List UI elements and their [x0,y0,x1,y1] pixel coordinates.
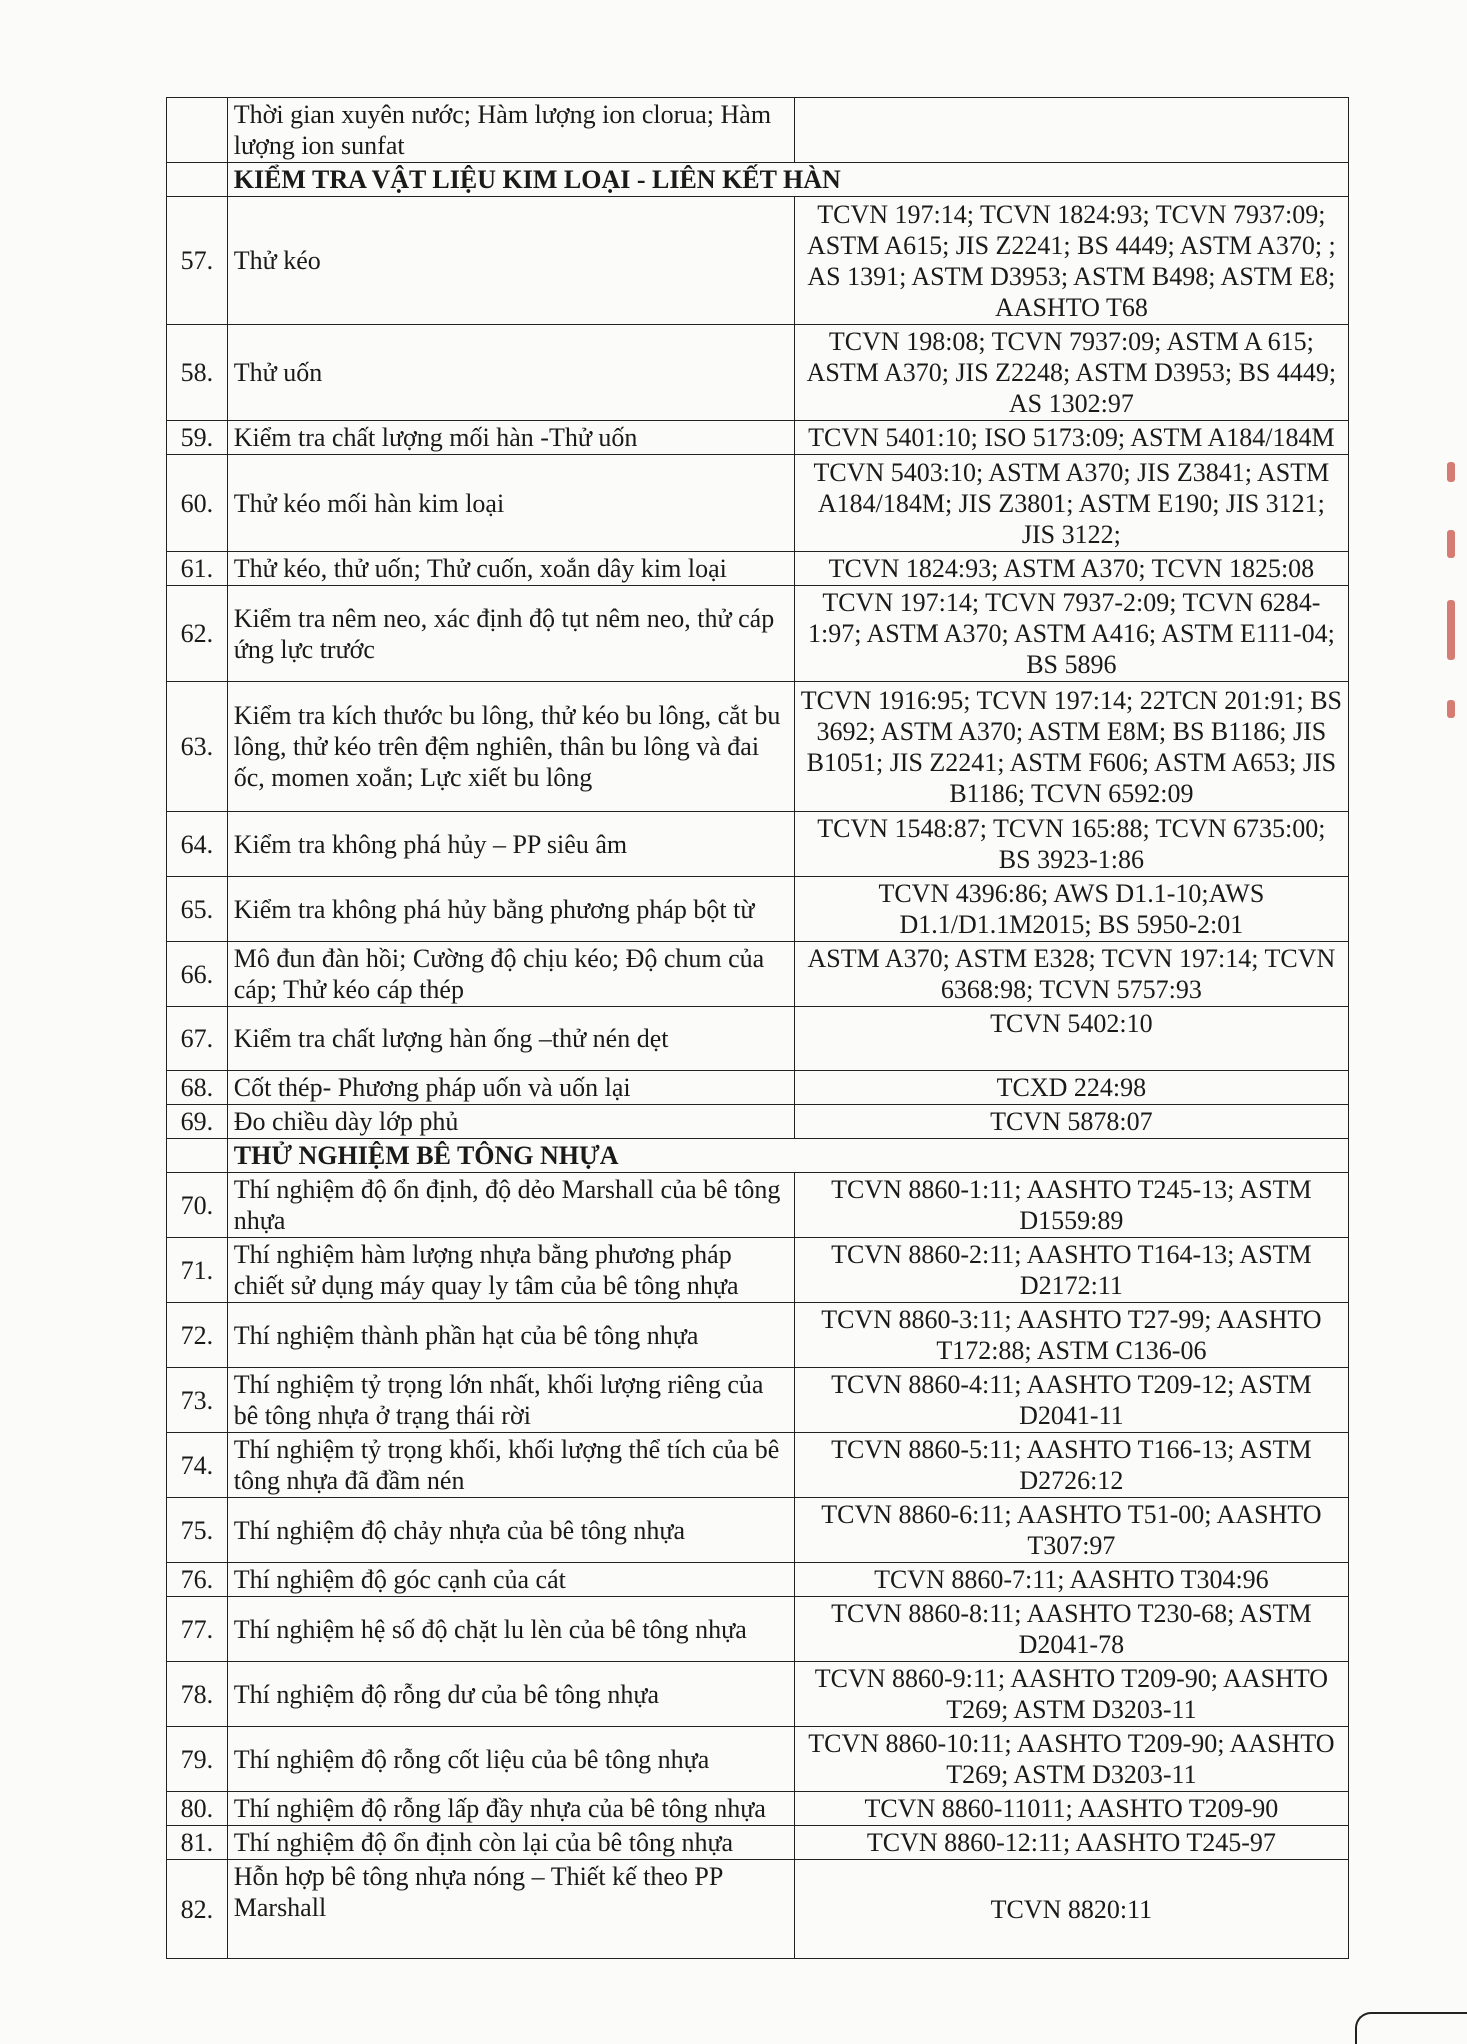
test-name: Thời gian xuyên nước; Hàm lượng ion clorua; Hàm lượng ion sunfat [227,98,794,163]
row-number: 70. [167,1173,228,1238]
table-body [167,98,1349,1959]
section-title: KIỂM TRA VẬT LIỆU KIM LOẠI - LIÊN KẾT HÀN [227,163,1348,197]
table-row [167,98,1349,163]
standard-codes: TCVN 198:08; TCVN 7937:09; ASTM A 615; ASTM A370; JIS Z2248; ASTM D3953; BS 4449; AS 1302:97 [794,325,1348,421]
table-row [167,812,1349,877]
section-title: THỬ NGHIỆM BÊ TÔNG NHỰA [227,1139,1348,1173]
row-number: 79. [167,1727,228,1792]
row-number: 80. [167,1792,228,1826]
standard-codes: TCVN 8860-8:11; AASHTO T230-68; ASTM D2041-78 [794,1597,1348,1662]
table-row [167,197,1349,325]
standard-codes: TCVN 8860-11011; AASHTO T209-90 [794,1792,1348,1826]
row-number: 82. [167,1860,228,1959]
standard-codes: TCVN 8860-3:11; AASHTO T27-99; AASHTO T172:88; ASTM C136-06 [794,1303,1348,1368]
standard-codes: TCVN 8860-12:11; AASHTO T245-97 [794,1826,1348,1860]
test-name: Thử kéo [227,197,794,325]
test-name: Cốt thép- Phương pháp uốn và uốn lại [227,1071,794,1105]
test-name: Kiểm tra chất lượng mối hàn -Thử uốn [227,421,794,455]
standards-table [166,97,1349,1959]
standard-codes: TCVN 197:14; TCVN 1824:93; TCVN 7937:09; ASTM A615; JIS Z2241; BS 4449; ASTM A370; ; AS 1391; ASTM D3953; ASTM B498; ASTM E8; AASHTO T68 [794,197,1348,325]
standard-codes: TCVN 8860-1:11; AASHTO T245-13; ASTM D1559:89 [794,1173,1348,1238]
test-name: Thí nghiệm độ rỗng dư của bê tông nhựa [227,1662,794,1727]
table-row [167,1860,1349,1959]
table-row [167,1071,1349,1105]
margin-stamp-mark [1447,462,1455,482]
row-number: 60. [167,455,228,552]
standard-codes: TCVN 8860-4:11; AASHTO T209-12; ASTM D2041-11 [794,1368,1348,1433]
table-row [167,455,1349,552]
test-name: Kiểm tra chất lượng hàn ống –thử nén dẹt [227,1007,794,1071]
test-name: Thí nghiệm độ chảy nhựa của bê tông nhựa [227,1498,794,1563]
standard-codes: TCVN 8860-6:11; AASHTO T51-00; AASHTO T307:97 [794,1498,1348,1563]
table-row [167,1105,1349,1139]
row-number [167,98,228,163]
table-row [167,1792,1349,1826]
row-number [167,1139,228,1173]
standard-codes: TCVN 8860-2:11; AASHTO T164-13; ASTM D2172:11 [794,1238,1348,1303]
row-number: 62. [167,586,228,682]
table-row [167,1498,1349,1563]
test-name: Thí nghiệm hệ số độ chặt lu lèn của bê tông nhựa [227,1597,794,1662]
test-name: Mô đun đàn hồi; Cường độ chịu kéo; Độ chum của cáp; Thử kéo cáp thép [227,942,794,1007]
row-number: 58. [167,325,228,421]
test-name: Thử uốn [227,325,794,421]
standard-codes: TCVN 5878:07 [794,1105,1348,1139]
test-name: Thí nghiệm tỷ trọng lớn nhất, khối lượng riêng của bê tông nhựa ở trạng thái rời [227,1368,794,1433]
test-name: Thí nghiệm độ ổn định, độ dẻo Marshall của bê tông nhựa [227,1173,794,1238]
standard-codes: TCXD 224:98 [794,1071,1348,1105]
test-name: Thí nghiệm độ rỗng lấp đầy nhựa của bê tông nhựa [227,1792,794,1826]
standard-codes: TCVN 8860-5:11; AASHTO T166-13; ASTM D2726:12 [794,1433,1348,1498]
standard-codes: TCVN 1548:87; TCVN 165:88; TCVN 6735:00; BS 3923-1:86 [794,812,1348,877]
margin-stamp-mark [1447,530,1455,558]
test-name: Thí nghiệm độ góc cạnh của cát [227,1563,794,1597]
row-number: 81. [167,1826,228,1860]
table-row [167,1597,1349,1662]
standard-codes: TCVN 5401:10; ISO 5173:09; ASTM A184/184M [794,421,1348,455]
table-row [167,682,1349,812]
table-row [167,1007,1349,1071]
row-number: 65. [167,877,228,942]
row-number: 73. [167,1368,228,1433]
table-row [167,552,1349,586]
row-number: 61. [167,552,228,586]
standard-codes: TCVN 1824:93; ASTM A370; TCVN 1825:08 [794,552,1348,586]
row-number: 59. [167,421,228,455]
row-number: 63. [167,682,228,812]
page-corner-mark [1355,2012,1467,2044]
standard-codes: TCVN 1916:95; TCVN 197:14; 22TCN 201:91; BS 3692; ASTM A370; ASTM E8M; BS B1186; JIS B1051; JIS Z2241; ASTM F606; ASTM A653; JIS B1186; TCVN 6592:09 [794,682,1348,812]
standard-codes: TCVN 8860-9:11; AASHTO T209-90; AASHTO T269; ASTM D3203-11 [794,1662,1348,1727]
row-number: 72. [167,1303,228,1368]
row-number: 67. [167,1007,228,1071]
test-name: Thử kéo, thử uốn; Thử cuốn, xoắn dây kim loại [227,552,794,586]
standard-codes: TCVN 8820:11 [794,1860,1348,1959]
test-name: Thí nghiệm tỷ trọng khối, khối lượng thể tích của bê tông nhựa đã đầm nén [227,1433,794,1498]
row-number: 77. [167,1597,228,1662]
table-row [167,421,1349,455]
table-row [167,1433,1349,1498]
standard-codes: TCVN 5402:10 [794,1007,1348,1071]
table-row [167,877,1349,942]
table-row [167,586,1349,682]
section-header-row [167,163,1349,197]
table-row [167,1173,1349,1238]
test-name: Hỗn hợp bê tông nhựa nóng – Thiết kế theo PP Marshall [227,1860,794,1959]
test-name: Thí nghiệm độ ổn định còn lại của bê tông nhựa [227,1826,794,1860]
table-row [167,1826,1349,1860]
standard-codes: TCVN 8860-10:11; AASHTO T209-90; AASHTO T269; ASTM D3203-11 [794,1727,1348,1792]
test-name: Đo chiều dày lớp phủ [227,1105,794,1139]
table-row [167,1238,1349,1303]
section-header-row [167,1139,1349,1173]
test-name: Thí nghiệm hàm lượng nhựa bằng phương pháp chiết sử dụng máy quay ly tâm của bê tông nhựa [227,1238,794,1303]
row-number: 78. [167,1662,228,1727]
standard-codes: TCVN 8860-7:11; AASHTO T304:96 [794,1563,1348,1597]
standard-codes: TCVN 5403:10; ASTM A370; JIS Z3841; ASTM A184/184M; JIS Z3801; ASTM E190; JIS 3121; JIS 3122; [794,455,1348,552]
row-number: 64. [167,812,228,877]
table-row [167,1303,1349,1368]
test-name: Kiểm tra không phá hủy – PP siêu âm [227,812,794,877]
row-number: 71. [167,1238,228,1303]
row-number: 68. [167,1071,228,1105]
row-number: 69. [167,1105,228,1139]
table-row [167,1727,1349,1792]
table-row [167,1563,1349,1597]
standard-codes: TCVN 4396:86; AWS D1.1-10;AWS D1.1/D1.1M2015; BS 5950-2:01 [794,877,1348,942]
test-name: Kiểm tra không phá hủy bằng phương pháp bột từ [227,877,794,942]
table-row [167,942,1349,1007]
test-name: Thí nghiệm thành phần hạt của bê tông nhựa [227,1303,794,1368]
test-name: Thí nghiệm độ rỗng cốt liệu của bê tông nhựa [227,1727,794,1792]
row-number: 74. [167,1433,228,1498]
row-number: 76. [167,1563,228,1597]
test-name: Thử kéo mối hàn kim loại [227,455,794,552]
test-name: Kiểm tra nêm neo, xác định độ tụt nêm neo, thử cáp ứng lực trước [227,586,794,682]
row-number [167,163,228,197]
test-name: Kiểm tra kích thước bu lông, thử kéo bu lông, cắt bu lông, thử kéo trên đệm nghiên, thân bu lông và đai ốc, momen xoắn; Lực xiết bu lông [227,682,794,812]
table-row [167,1368,1349,1433]
standard-codes: TCVN 197:14; TCVN 7937-2:09; TCVN 6284-1:97; ASTM A370; ASTM A416; ASTM E111-04; BS 5896 [794,586,1348,682]
table-row [167,1662,1349,1727]
row-number: 66. [167,942,228,1007]
standard-codes [794,98,1348,163]
margin-stamp-mark [1447,600,1455,660]
row-number: 57. [167,197,228,325]
table-row [167,325,1349,421]
margin-stamp-mark [1447,700,1455,718]
row-number: 75. [167,1498,228,1563]
standard-codes: ASTM A370; ASTM E328; TCVN 197:14; TCVN 6368:98; TCVN 5757:93 [794,942,1348,1007]
